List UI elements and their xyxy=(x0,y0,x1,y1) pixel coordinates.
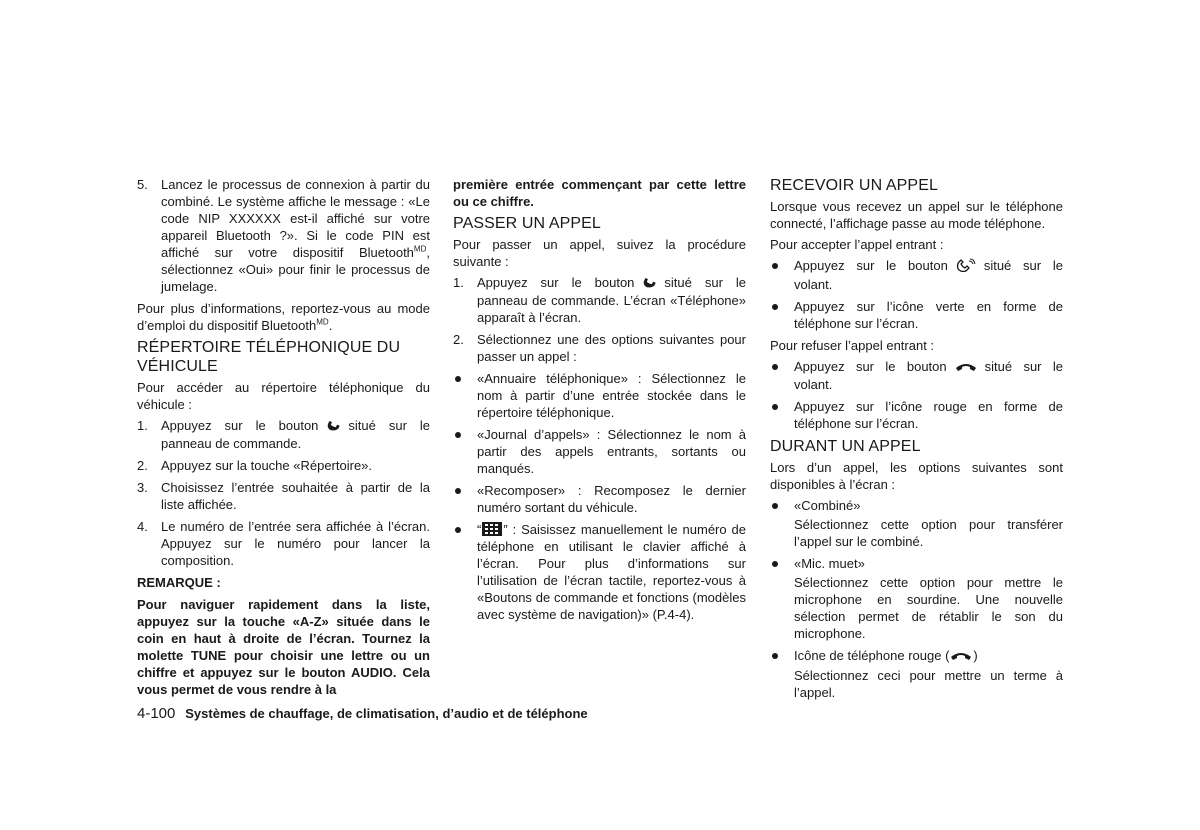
step-text: Sélectionnez une des options suivantes pour passer un appel : xyxy=(477,332,746,365)
option-title: «Combiné» xyxy=(794,497,861,513)
option-mic-muet xyxy=(770,555,1063,642)
bullet-dot xyxy=(772,503,778,509)
bullet-annuaire xyxy=(453,370,746,421)
remarque-continued: première entrée commençant par cette lettre ou ce chiffre. xyxy=(453,177,746,209)
step-text: Appuyez sur le bouton xyxy=(161,418,319,433)
bullet-text: ” : Saisissez manuellement le numéro de téléphone en utilisant le clavier affiché à l’écran. Pour plus d’informations sur l’utilisation de l’écran tactile, reportez-vous à «Boutons de commande et fonctions (modèles avec système de navigation)» (P.4-4). xyxy=(477,522,746,623)
heading-recevoir: RECEVOIR UN APPEL xyxy=(770,177,938,194)
heading-passer: PASSER UN APPEL xyxy=(453,215,601,232)
bullet-dot xyxy=(772,364,778,370)
step-text: Le numéro de l’entrée sera affichée à l’écran. Appuyez sur le numéro pour lancer la composition. xyxy=(161,519,430,569)
bullet-dot xyxy=(772,304,778,310)
repertoire-intro: Pour accéder au répertoire téléphonique du véhicule : xyxy=(137,380,430,412)
bullet-text-cont: situé sur le volant. xyxy=(794,358,1063,392)
phone-handset-icon xyxy=(326,418,340,435)
bullet-text-cont: situé sur le volant. xyxy=(794,258,1063,292)
bullet-text: «Annuaire téléphonique» : Sélectionnez le nom à partir d’une entrée stockée dans le répertoire téléphonique. xyxy=(477,371,746,421)
bullet-dot xyxy=(455,432,461,438)
bullet-accept-button xyxy=(770,257,1063,293)
bullet-text: Appuyez sur le bouton xyxy=(794,258,948,273)
heading-repertoire: RÉPERTOIRE TÉLÉPHONIQUE DU VÉHICULE xyxy=(137,339,401,375)
passer-step-2 xyxy=(453,331,746,365)
bullet-recomposer xyxy=(453,482,746,516)
step-number: 5. xyxy=(137,177,148,192)
chapter-title: Systèmes de chauffage, de climatisation, d’audio et de téléphone xyxy=(185,706,588,721)
keypad-quote-open: “ xyxy=(477,522,482,538)
phone-pickup-steering-icon xyxy=(956,258,976,276)
passer-intro: Pour passer un appel, suivez la procédure suivante : xyxy=(453,237,746,269)
info-paragraph xyxy=(137,300,430,334)
durant-intro: Lors d’un appel, les options suivantes sont disponibles à l’écran : xyxy=(770,459,1063,492)
option-title xyxy=(794,647,1063,665)
bullet-journal xyxy=(453,426,746,477)
step-number: 1. xyxy=(137,418,148,433)
bullet-dot xyxy=(772,263,778,269)
page-number: 4-100 xyxy=(137,705,176,722)
bullet-accept-icon xyxy=(770,298,1063,332)
option-title-text: Icône de téléphone rouge ( xyxy=(794,647,950,663)
page-footer xyxy=(137,704,588,723)
bullet-dot xyxy=(772,561,778,567)
bullet-dot xyxy=(772,653,778,659)
step-text: Appuyez sur la touche «Répertoire». xyxy=(161,458,373,474)
info-text: Pour plus d’informations, reportez-vous au mode d’emploi du dispositif Bluetooth xyxy=(137,301,430,333)
recevoir-intro: Lorsque vous recevez un appel sur le téléphone connecté, l’affichage passe au mode téléphone. xyxy=(770,199,1063,231)
step-number: 2. xyxy=(137,458,148,474)
step-number: 3. xyxy=(137,480,148,496)
bullet-refuse-icon xyxy=(770,398,1063,432)
column-right xyxy=(770,176,1063,706)
bullet-dot xyxy=(772,404,778,410)
accepter-intro: Pour accepter l’appel entrant : xyxy=(770,237,944,252)
repertoire-step-2 xyxy=(137,457,430,474)
keypad-icon xyxy=(482,522,502,536)
step-number: 1. xyxy=(453,275,464,290)
bullet-text: Appuyez sur l’icône verte en forme de téléphone sur l’écran. xyxy=(794,298,1063,331)
step-text: Choisissez l’entrée souhaitée à partir de la liste affichée. xyxy=(161,480,430,513)
step-number: 4. xyxy=(137,519,148,535)
step-5 xyxy=(137,176,430,295)
trademark-sup: MD xyxy=(413,244,427,254)
bullet-text: Appuyez sur l’icône rouge en forme de téléphone sur l’écran. xyxy=(794,398,1063,431)
step-text-cont: situé sur le panneau de commande. L’écran «Téléphone» apparaît à l’écran. xyxy=(477,275,746,326)
column-middle xyxy=(453,176,746,628)
bullet-dot xyxy=(455,488,461,494)
bullet-text: Appuyez sur le bouton xyxy=(794,358,947,374)
phone-hangup-icon xyxy=(950,648,972,665)
step-text: Appuyez sur le bouton xyxy=(477,275,635,290)
option-red-phone xyxy=(770,647,1063,701)
refuser-intro: Pour refuser l’appel entrant : xyxy=(770,337,935,353)
option-desc: Sélectionnez cette option pour mettre le microphone en sourdine. Une nouvelle sélection permet de rétablir le son du microphone. xyxy=(794,574,1063,641)
step-number: 2. xyxy=(453,332,464,348)
passer-step-1 xyxy=(453,274,746,326)
repertoire-step-1 xyxy=(137,417,430,452)
bullet-dot xyxy=(455,527,461,533)
bullet-refuse-button xyxy=(770,358,1063,393)
option-desc: Sélectionnez ceci pour mettre un terme à l’appel. xyxy=(794,667,1063,700)
phone-handset-icon xyxy=(642,275,656,292)
bullet-text: «Journal d’appels» : Sélectionnez le nom à partir des appels entrants, sortants ou manqués. xyxy=(477,427,746,477)
bullet-text: «Recomposer» : Recomposez le dernier numéro sortant du véhicule. xyxy=(477,483,746,516)
bullet-keypad xyxy=(453,521,746,623)
heading-durant: DURANT UN APPEL xyxy=(770,437,921,455)
phone-hangup-icon xyxy=(955,359,977,376)
trademark-sup: MD xyxy=(316,317,329,327)
repertoire-step-4 xyxy=(137,518,430,569)
option-combine xyxy=(770,497,1063,550)
step-text: Lancez le processus de connexion à partir du combiné. Le système affiche le message : «Le code NIP XXXXXX est-il affiché sur votre appareil Bluetooth ?». Si le code PIN est affiché sur votre dispositif Bluetooth xyxy=(161,177,430,260)
option-desc: Sélectionnez cette option pour transférer l’appel sur le combiné. xyxy=(794,516,1063,549)
repertoire-step-3 xyxy=(137,479,430,513)
remarque-text: Pour naviguer rapidement dans la liste, appuyez sur la touche «A-Z» située dans le coin en haut à droite de l’écran. Tournez la molette TUNE pour choisir une lettre ou un chiffre et appuyez sur le bouton AUDIO. Cela vous permet de vous rendre à la xyxy=(137,597,430,698)
remarque-title: REMARQUE : xyxy=(137,575,221,591)
option-title-close: ) xyxy=(973,647,978,663)
column-left xyxy=(137,176,430,702)
option-title: «Mic. muet» xyxy=(794,555,865,571)
step-text-cont: situé sur le panneau de commande. xyxy=(161,418,430,452)
step-text-cont: , sélectionnez «Oui» pour finir le processus de jumelage. xyxy=(161,245,430,294)
bullet-dot xyxy=(455,376,461,382)
info-text-end: . xyxy=(328,318,333,333)
